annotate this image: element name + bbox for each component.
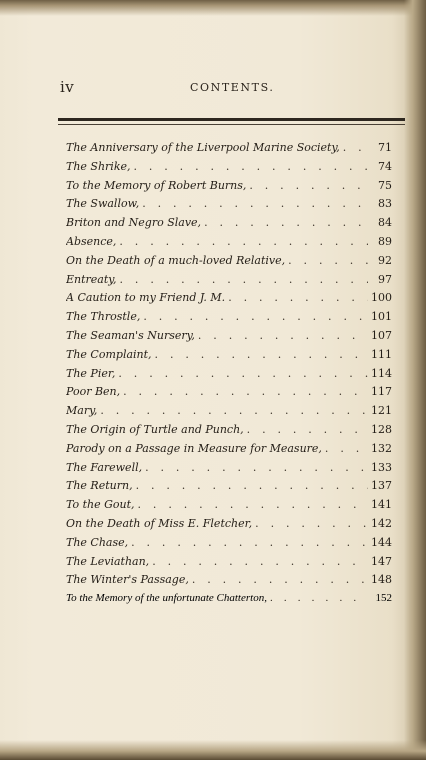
contents-entry [66, 254, 392, 273]
contents-entry [66, 348, 392, 367]
entry-title: The Shrike, [66, 159, 131, 173]
contents-entry [66, 141, 392, 160]
contents-entry [66, 498, 392, 517]
entry-title: Absence, [66, 235, 117, 248]
entry-title: Entreaty, [66, 272, 117, 286]
contents-entry [66, 291, 392, 310]
entry-page: 137 [371, 479, 392, 493]
dot-leader [246, 179, 368, 192]
dot-leader [149, 555, 368, 568]
entry-page: 83 [378, 197, 392, 211]
entry-title: The Farewell, [66, 460, 143, 474]
page-top-shadow [0, 0, 426, 16]
entry-title: Parody on a Passage in Measure for Measure, [66, 441, 322, 455]
dot-leader [139, 197, 368, 210]
contents-entry [66, 442, 392, 461]
entry-page: 75 [378, 178, 392, 192]
entry-title: The Complaint, [66, 347, 152, 361]
contents-entry [66, 555, 392, 574]
entry-page: 142 [371, 517, 392, 530]
page-number: iv [60, 78, 75, 96]
contents-list [66, 141, 392, 587]
dot-leader [244, 423, 368, 436]
header-rule-thin [58, 124, 405, 125]
dot-leader [133, 479, 368, 492]
entry-page: 152 [375, 592, 392, 605]
contents-entry [66, 179, 392, 198]
entry-title: To the Memory of the unfortunate Chatterton, [66, 592, 267, 605]
entry-title: The Return, [66, 479, 133, 493]
entry-title: The Origin of Turtle and Punch, [66, 423, 244, 436]
entry-title: Poor Ben, [66, 385, 121, 399]
header-rule-thick [58, 118, 405, 121]
show-through-text [310, 586, 390, 656]
dot-leader [115, 367, 368, 380]
dot-leader [97, 404, 368, 417]
entry-page: 114 [371, 366, 392, 380]
contents-entry [66, 310, 392, 329]
entry-page: 147 [371, 554, 392, 568]
dot-leader [152, 348, 368, 361]
entry-page: 101 [371, 310, 392, 324]
entry-page: 144 [371, 535, 392, 549]
entry-page: 89 [378, 235, 392, 248]
contents-entry [66, 329, 392, 348]
dot-leader [131, 160, 369, 173]
entry-page: 121 [371, 404, 392, 418]
entry-page: 111 [371, 347, 392, 361]
entry-title: The Leviathan, [66, 554, 150, 568]
contents-entry [66, 536, 392, 555]
entry-title: Briton and Negro Slave, [66, 216, 202, 230]
contents-entry [66, 461, 392, 480]
dot-leader [128, 536, 368, 549]
entry-page: 141 [371, 498, 392, 512]
page-right-edge [404, 0, 426, 760]
entry-title: The Chase, [66, 535, 129, 549]
entry-page: 117 [371, 385, 392, 399]
entry-page: 132 [371, 441, 392, 455]
dot-leader [285, 254, 368, 267]
contents-entry [66, 367, 392, 386]
entry-title: Mary, [66, 404, 98, 418]
entry-title: The Pier, [66, 366, 116, 380]
contents-entry [66, 423, 392, 442]
dot-leader [225, 291, 368, 304]
entry-title: The Swallow, [66, 197, 140, 211]
entry-page: 107 [371, 329, 392, 342]
dot-leader [142, 461, 368, 474]
dot-leader [201, 216, 368, 229]
dot-leader [140, 310, 368, 323]
dot-leader [322, 442, 368, 455]
entry-page: 97 [378, 272, 392, 286]
entry-title: The Throstle, [66, 310, 141, 324]
entry-page: 84 [378, 216, 392, 230]
dot-leader [117, 273, 368, 286]
entry-page: 92 [378, 253, 392, 267]
entry-title: The Winter's Passage, [66, 573, 189, 587]
entry-page: 100 [371, 291, 392, 305]
dot-leader [189, 573, 368, 586]
entry-title: A Caution to my Friend J. M. [66, 291, 226, 305]
entry-page: 133 [371, 460, 392, 474]
contents-entry [66, 160, 392, 179]
contents-entry [66, 517, 392, 536]
entry-page: 148 [371, 573, 392, 587]
entry-title: On the Death of Miss E. Fletcher, [66, 517, 253, 530]
contents-entry [66, 479, 392, 498]
entry-title: The Seaman's Nursery, [66, 329, 195, 342]
entry-title: On the Death of a much-loved Relative, [66, 253, 286, 267]
contents-entry [66, 404, 392, 423]
page-header [60, 78, 406, 100]
contents-entry [66, 273, 392, 292]
page-bottom-edge [0, 740, 426, 760]
dot-leader [120, 385, 368, 398]
dot-leader [116, 235, 368, 248]
entry-title: To the Gout, [66, 498, 135, 512]
contents-entry [66, 385, 392, 404]
dot-leader [135, 498, 368, 511]
contents-entry [66, 235, 392, 254]
entry-title: The Anniversary of the Liverpool Marine Society, [66, 141, 340, 154]
entry-title: To the Memory of Robert Burns, [66, 178, 247, 192]
entry-page: 128 [371, 423, 392, 436]
dot-leader [252, 517, 368, 530]
page-title: CONTENTS. [190, 81, 275, 94]
dot-leader [195, 329, 368, 342]
entry-page: 71 [378, 141, 392, 154]
entry-page: 74 [378, 159, 392, 173]
contents-entry [66, 197, 392, 216]
dot-leader [340, 141, 368, 154]
contents-entry [66, 216, 392, 235]
